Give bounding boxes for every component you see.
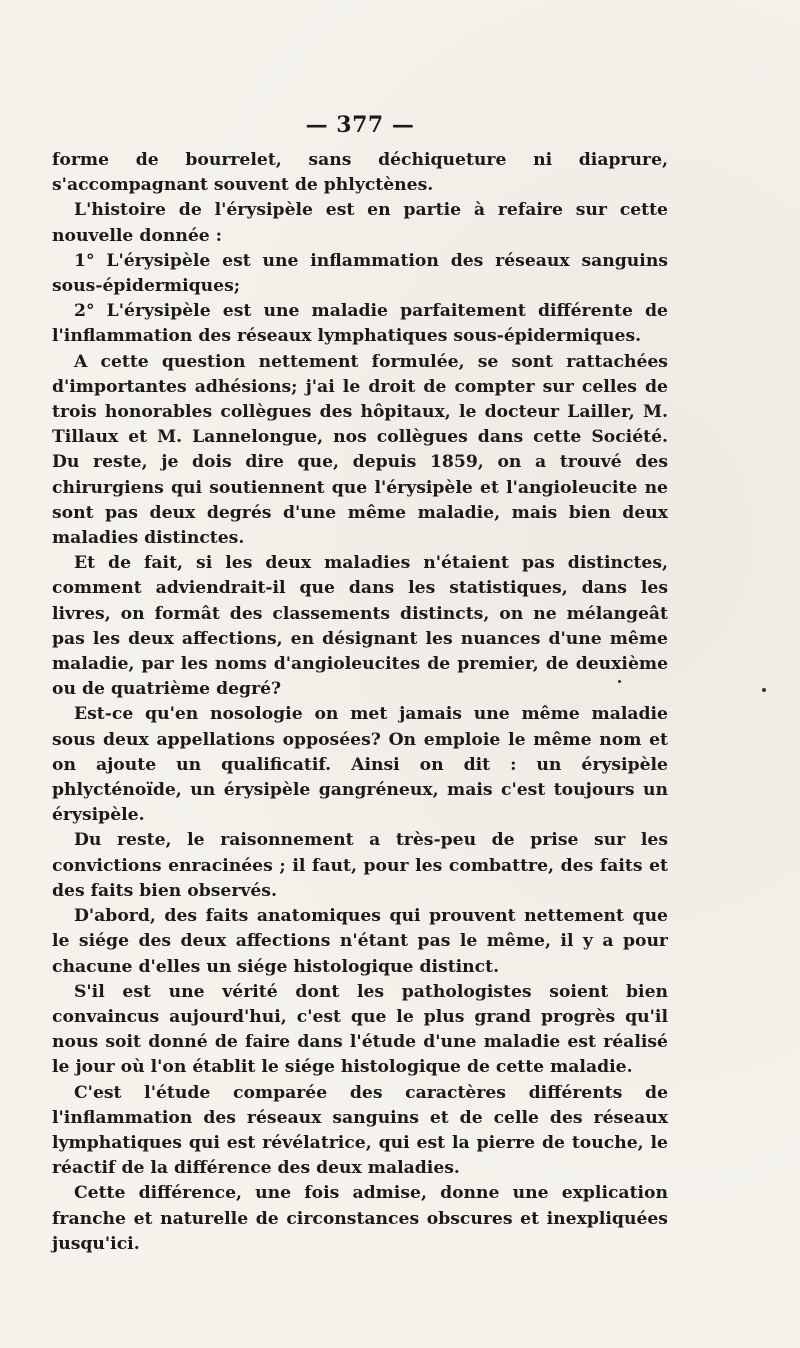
page-number: — 377 — [305,112,415,138]
print-speck [618,680,621,683]
paragraph: 2° L'érysipèle est une maladie parfaitement différente de l'inflammation des réseaux lymphatiques sous-épidermiques. [52,301,668,347]
paragraph: S'il est une vérité dont les pathologistes soient bien convaincus aujourd'hui, c'est que le plus grand progrès qu'il nous soit donné de faire dans l'étude d'une maladie est réalisé le jour où l'on établit le siége histologique de cette maladie. [52,981,668,1078]
paragraph: L'histoire de l'érysipèle est en partie à refaire sur cette nouvelle donnée : [52,200,668,246]
paragraph: C'est l'étude comparée des caractères différents de l'inflammation des réseaux sanguins et de celle des réseaux lymphatiques qui est révélatrice, qui est la pierre de touche, le réactif de la différence des deux maladies. [52,1082,668,1179]
paragraph: A cette question nettement formulée, se sont rattachées d'importantes adhésions; j'ai le droit de compter sur celles de trois honorables collègues des hôpitaux, le docteur Lailler, M. Tillaux et M. Lannelongue, nos collègues dans cette Société. Du reste, je dois dire que, depuis 1859, on a trouvé des chirurgiens qui soutiennent que l'érysipèle et l'angioleucite ne sont pas deux degrés d'une même maladie, mais bien deux maladies distinctes. [52,351,668,549]
paragraph: Du reste, le raisonnement a très-peu de prise sur les convictions enracinées ; il faut, pour les combattre, des faits et des faits bien observés. [52,830,668,901]
paragraph: Cette différence, une fois admise, donne une explication franche et naturelle de circonstances obscures et inexpliquées jusqu'ici. [52,1183,668,1254]
paragraph: Est-ce qu'en nosologie on met jamais une même maladie sous deux appellations opposées? On emploie le même nom et on ajoute un qualificatif. Ainsi on dit : un érysipèle phlycténoïde, un érysipèle gangréneux, mais c'est toujours un érysipèle. [52,704,668,826]
paragraph: D'abord, des faits anatomiques qui prouvent nettement que le siége des deux affections n'étant pas le même, il y a pour chacune d'elles un siége histologique distinct. [52,906,668,977]
paragraph: forme de bourrelet, sans déchiqueture ni diaprure, s'accompagnant souvent de phlyctènes. [52,150,668,196]
paragraph: Et de fait, si les deux maladies n'étaient pas distinctes, comment adviendrait-il que dans les statistiques, dans les livres, on formât des classements distincts, on ne mélangeât pas les deux affections, en désignant les nuances d'une même maladie, par les noms d'angioleucites de premier, de deuxième ou de quatrième degré? [52,553,668,700]
margin-speck [762,688,766,692]
paragraph: 1° L'érysipèle est une inflammation des réseaux sanguins sous-épidermiques; [52,250,668,297]
body-text [52,148,668,1257]
